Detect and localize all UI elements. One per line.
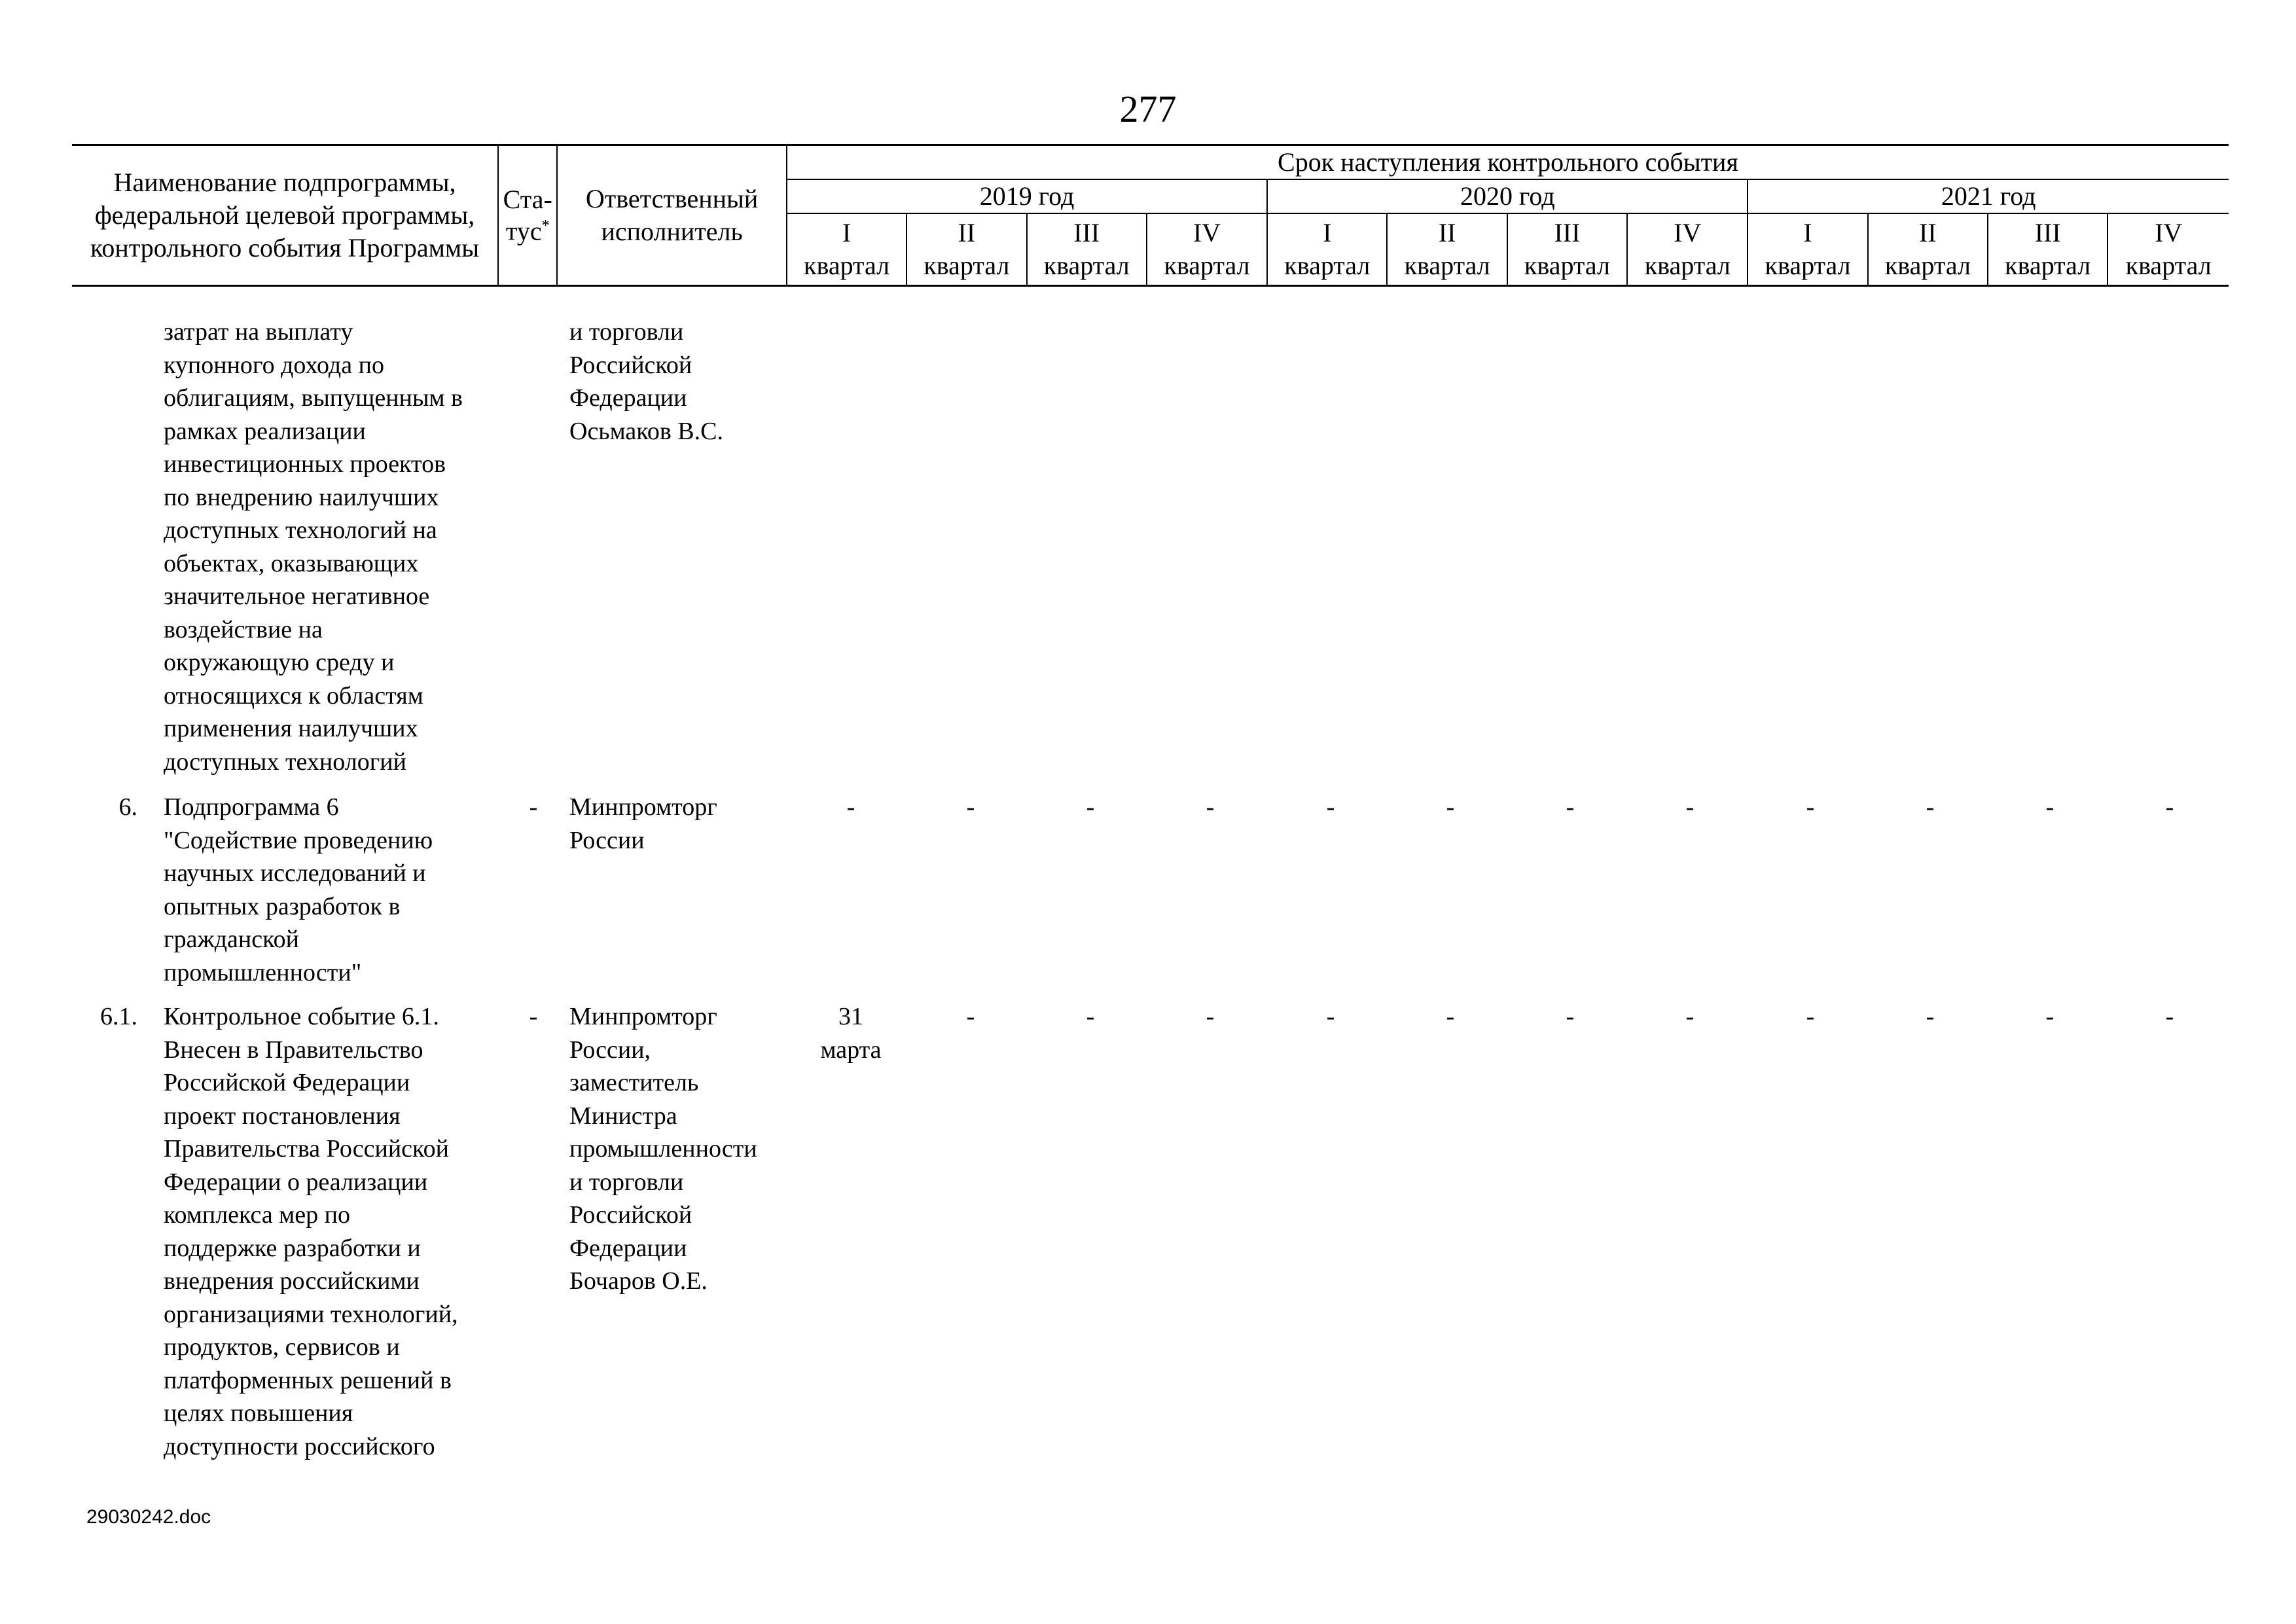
deadline-header: Срок наступления контрольного события — [787, 145, 2229, 180]
quarter-number: I — [787, 213, 906, 249]
quarter-cell: - — [1206, 793, 1215, 821]
program-name: Контрольное событие 6.1. Внесен в Правительство Российской Федерации проект постановления Правительства Российской Федерации о реализации комплекса мер по поддержке разработки и внедрения российскими организациями технологий, продуктов, сервисов и платформенных решений в целях повышения доступности российского — [164, 1003, 458, 1460]
quarter-number: III — [1507, 213, 1627, 249]
quarter-cell: 31 марта — [820, 1003, 882, 1064]
quarter-label: квартал — [1387, 249, 1507, 286]
quarter-cell: - — [1566, 1003, 1575, 1030]
quarter-number: IV — [1147, 213, 1267, 249]
responsible-column-header: Ответственный исполнитель — [557, 145, 787, 286]
quarter-cell: - — [966, 793, 975, 821]
quarter-label: квартал — [1748, 249, 1867, 286]
quarter-number: I — [1748, 213, 1867, 249]
quarter-cell: - — [1326, 1003, 1335, 1030]
program-name: Подпрограмма 6 "Содействие проведению научных исследований и опытных разработок в гражданской промышленности" — [164, 793, 433, 986]
quarter-cell: - — [2045, 793, 2054, 821]
quarter-cell: - — [1806, 793, 1815, 821]
quarter-number: I — [1267, 213, 1387, 249]
quarter-cell: - — [1086, 793, 1095, 821]
name-column-header: Наименование подпрограммы, федеральной целевой программы, контрольного события Программы — [72, 145, 498, 286]
status-column-header: Ста- тус* — [498, 145, 557, 286]
quarter-number: II — [906, 213, 1026, 249]
year-header-2021: 2021 год — [1748, 179, 2229, 213]
quarter-label: квартал — [1267, 249, 1387, 286]
program-name: затрат на выплату купонного дохода по облигациям, выпущенным в рамках реализации инвестиционных проектов по внедрению наилучших доступных технологий на объектах, оказывающих значительное негативное воздействие на окружающую среду и относящихся к областям применения наилучших доступных технологий — [164, 318, 463, 776]
page-number: 277 — [1119, 88, 1177, 130]
document-filename: 29030242.doc — [86, 1506, 211, 1528]
quarter-label: квартал — [1147, 249, 1267, 286]
quarter-label: квартал — [1988, 249, 2108, 286]
status-cell: - — [529, 793, 538, 821]
quarter-cell: - — [846, 793, 855, 821]
quarter-cell: - — [1685, 1003, 1695, 1030]
responsible-executor: Минпромторг России, заместитель Министра промышленности и торговли Российской Федерации Бочаров О.Е. — [569, 1003, 757, 1295]
quarter-cell: - — [1926, 793, 1935, 821]
quarter-label: квартал — [787, 249, 906, 286]
quarter-cell: - — [2045, 1003, 2054, 1030]
quarter-number: IV — [1627, 213, 1748, 249]
quarter-cell: - — [1446, 793, 1455, 821]
quarter-number: II — [1387, 213, 1507, 249]
quarter-cell: - — [1806, 1003, 1815, 1030]
quarter-cell: - — [1206, 1003, 1215, 1030]
quarter-cell: - — [1446, 1003, 1455, 1030]
responsible-executor: Минпромторг России — [569, 793, 717, 854]
quarter-number: II — [1868, 213, 1988, 249]
footnote-star: * — [541, 217, 550, 234]
status-cell: - — [529, 1003, 538, 1030]
quarter-cell: - — [1566, 793, 1575, 821]
quarter-cell: - — [966, 1003, 975, 1030]
schedule-table-header — [72, 144, 2229, 287]
quarter-cell: - — [1086, 1003, 1095, 1030]
quarter-label: квартал — [1868, 249, 1988, 286]
quarter-cell: - — [1326, 793, 1335, 821]
responsible-executor: и торговли Российской Федерации Осьмаков В.С. — [569, 318, 723, 445]
year-header-2019: 2019 год — [787, 179, 1267, 213]
quarter-number: III — [1027, 213, 1147, 249]
quarter-label: квартал — [2108, 249, 2229, 286]
quarter-cell: - — [2165, 1003, 2174, 1030]
quarter-number: IV — [2108, 213, 2229, 249]
quarter-label: квартал — [1627, 249, 1748, 286]
quarter-cell: - — [1685, 793, 1695, 821]
quarter-label: квартал — [906, 249, 1026, 286]
quarter-number: III — [1988, 213, 2108, 249]
quarter-label: квартал — [1027, 249, 1147, 286]
quarter-cell: - — [2165, 793, 2174, 821]
year-header-2020: 2020 год — [1267, 179, 1748, 213]
quarter-label: квартал — [1507, 249, 1627, 286]
row-number: 6. — [118, 793, 137, 821]
quarter-cell: - — [1926, 1003, 1935, 1030]
row-number: 6.1. — [100, 1003, 137, 1030]
